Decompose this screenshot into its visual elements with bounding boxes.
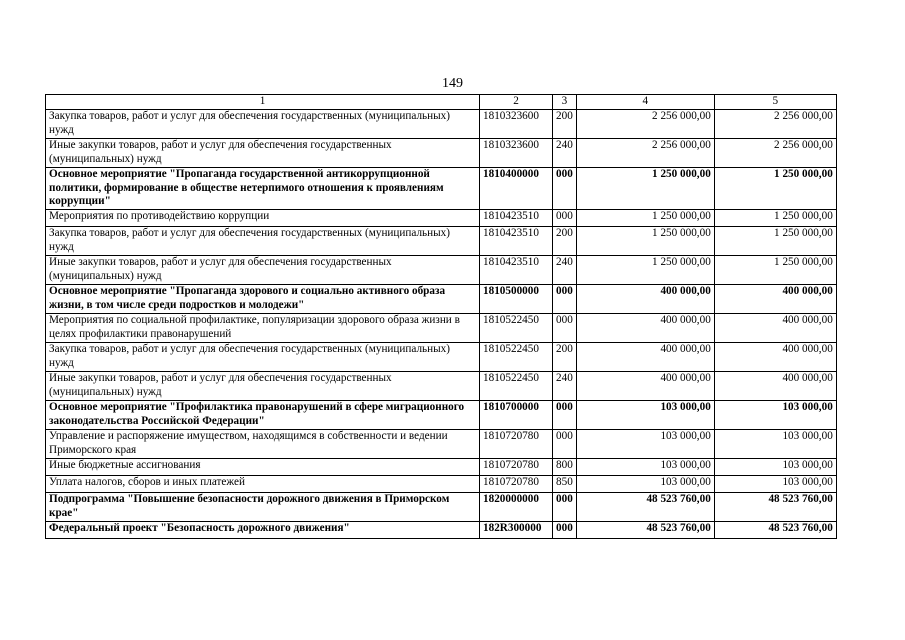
row-type-cell: 240 [553, 139, 577, 168]
row-amount-col5-cell: 103 000,00 [714, 430, 836, 459]
row-type-cell: 200 [553, 343, 577, 372]
table-row [46, 227, 837, 256]
table-row [46, 139, 837, 168]
row-amount-col4-cell: 400 000,00 [576, 343, 714, 372]
table-row [46, 459, 837, 476]
table-row [46, 168, 837, 210]
row-amount-col4-cell: 1 250 000,00 [576, 168, 714, 210]
column-header: 5 [714, 95, 836, 110]
row-amount-col4-cell: 2 256 000,00 [576, 139, 714, 168]
row-amount-col4-cell: 1 250 000,00 [576, 227, 714, 256]
row-code-cell: 1810500000 [480, 285, 553, 314]
row-name-cell: Иные закупки товаров, работ и услуг для обеспечения государственных (муниципальных) нужд [46, 256, 480, 285]
row-amount-col4-cell: 103 000,00 [576, 401, 714, 430]
row-amount-col5-cell: 400 000,00 [714, 372, 836, 401]
table-row [46, 256, 837, 285]
row-amount-col4-cell: 48 523 760,00 [576, 522, 714, 539]
column-header: 2 [480, 95, 553, 110]
table-row [46, 343, 837, 372]
row-amount-col4-cell: 103 000,00 [576, 476, 714, 493]
table-row [46, 493, 837, 522]
row-amount-col5-cell: 400 000,00 [714, 343, 836, 372]
row-type-cell: 800 [553, 459, 577, 476]
row-type-cell: 000 [553, 168, 577, 210]
row-amount-col5-cell: 2 256 000,00 [714, 110, 836, 139]
row-name-cell: Мероприятия по противодействию коррупции [46, 210, 480, 227]
row-type-cell: 000 [553, 314, 577, 343]
row-name-cell: Иные закупки товаров, работ и услуг для обеспечения государственных (муниципальных) нужд [46, 372, 480, 401]
row-amount-col4-cell: 48 523 760,00 [576, 493, 714, 522]
row-name-cell: Закупка товаров, работ и услуг для обеспечения государственных (муниципальных) нужд [46, 343, 480, 372]
row-type-cell: 200 [553, 110, 577, 139]
row-amount-col4-cell: 103 000,00 [576, 459, 714, 476]
row-type-cell: 240 [553, 372, 577, 401]
row-name-cell: Управление и распоряжение имуществом, находящимся в собственности и ведении Приморского края [46, 430, 480, 459]
table-row [46, 522, 837, 539]
column-header: 1 [46, 95, 480, 110]
row-amount-col5-cell: 400 000,00 [714, 285, 836, 314]
row-amount-col5-cell: 103 000,00 [714, 476, 836, 493]
budget-table-body [46, 95, 837, 539]
row-amount-col5-cell: 1 250 000,00 [714, 168, 836, 210]
row-code-cell: 1810720780 [480, 430, 553, 459]
row-type-cell: 240 [553, 256, 577, 285]
row-code-cell: 1810423510 [480, 210, 553, 227]
row-name-cell: Основное мероприятие "Профилактика правонарушений в сфере миграционного законодательства Российской Федерации" [46, 401, 480, 430]
table-row [46, 285, 837, 314]
row-amount-col4-cell: 400 000,00 [576, 372, 714, 401]
row-name-cell: Закупка товаров, работ и услуг для обеспечения государственных (муниципальных) нужд [46, 110, 480, 139]
row-type-cell: 850 [553, 476, 577, 493]
row-amount-col5-cell: 400 000,00 [714, 314, 836, 343]
row-amount-col4-cell: 1 250 000,00 [576, 256, 714, 285]
table-row [46, 476, 837, 493]
row-amount-col4-cell: 2 256 000,00 [576, 110, 714, 139]
row-name-cell: Закупка товаров, работ и услуг для обеспечения государственных (муниципальных) нужд [46, 227, 480, 256]
row-name-cell: Основное мероприятие "Пропаганда здорового и социально активного образа жизни, в том числе среди подростков и молодежи" [46, 285, 480, 314]
row-amount-col5-cell: 1 250 000,00 [714, 256, 836, 285]
row-type-cell: 000 [553, 430, 577, 459]
row-name-cell: Основное мероприятие "Пропаганда государственной антикоррупционной политики, формирование в обществе нетерпимого отношения к проявлениям коррупции" [46, 168, 480, 210]
table-row [46, 430, 837, 459]
row-amount-col5-cell: 1 250 000,00 [714, 210, 836, 227]
row-name-cell: Уплата налогов, сборов и иных платежей [46, 476, 480, 493]
table-row [46, 401, 837, 430]
row-code-cell: 1810522450 [480, 372, 553, 401]
row-amount-col4-cell: 103 000,00 [576, 430, 714, 459]
row-code-cell: 1810522450 [480, 314, 553, 343]
row-code-cell: 1820000000 [480, 493, 553, 522]
row-code-cell: 1810522450 [480, 343, 553, 372]
row-type-cell: 000 [553, 285, 577, 314]
row-amount-col5-cell: 2 256 000,00 [714, 139, 836, 168]
row-amount-col4-cell: 400 000,00 [576, 314, 714, 343]
row-type-cell: 000 [553, 493, 577, 522]
row-name-cell: Иные закупки товаров, работ и услуг для обеспечения государственных (муниципальных) нужд [46, 139, 480, 168]
table-row [46, 372, 837, 401]
row-name-cell: Мероприятия по социальной профилактике, популяризации здорового образа жизни в целях профилактики правонарушений [46, 314, 480, 343]
row-code-cell: 1810720780 [480, 459, 553, 476]
row-amount-col4-cell: 1 250 000,00 [576, 210, 714, 227]
table-row [46, 210, 837, 227]
row-code-cell: 1810700000 [480, 401, 553, 430]
table-header-row [46, 95, 837, 110]
row-amount-col5-cell: 48 523 760,00 [714, 493, 836, 522]
row-type-cell: 000 [553, 522, 577, 539]
row-code-cell: 1810400000 [480, 168, 553, 210]
row-code-cell: 1810720780 [480, 476, 553, 493]
row-type-cell: 000 [553, 210, 577, 227]
table-row [46, 110, 837, 139]
budget-table [45, 94, 837, 539]
row-name-cell: Иные бюджетные ассигнования [46, 459, 480, 476]
row-amount-col5-cell: 48 523 760,00 [714, 522, 836, 539]
row-code-cell: 1810323600 [480, 110, 553, 139]
row-code-cell: 1810423510 [480, 256, 553, 285]
row-code-cell: 182R300000 [480, 522, 553, 539]
row-amount-col4-cell: 400 000,00 [576, 285, 714, 314]
table-row [46, 314, 837, 343]
row-amount-col5-cell: 1 250 000,00 [714, 227, 836, 256]
row-name-cell: Подпрограмма "Повышение безопасности дорожного движения в Приморском крае" [46, 493, 480, 522]
row-type-cell: 200 [553, 227, 577, 256]
row-name-cell: Федеральный проект "Безопасность дорожного движения" [46, 522, 480, 539]
row-code-cell: 1810423510 [480, 227, 553, 256]
column-header: 4 [576, 95, 714, 110]
page-number: 149 [442, 76, 463, 91]
row-amount-col5-cell: 103 000,00 [714, 459, 836, 476]
row-code-cell: 1810323600 [480, 139, 553, 168]
row-type-cell: 000 [553, 401, 577, 430]
row-amount-col5-cell: 103 000,00 [714, 401, 836, 430]
column-header: 3 [553, 95, 577, 110]
